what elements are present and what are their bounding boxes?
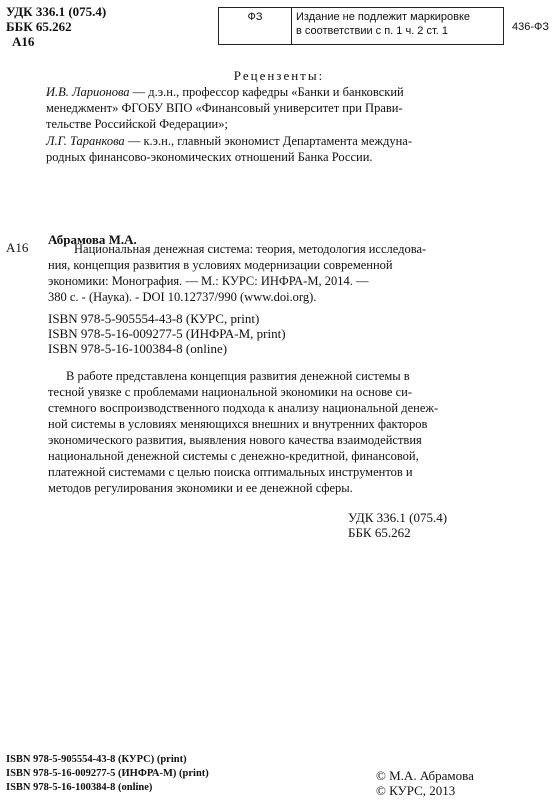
udk-code: УДК 336.1 (075.4) — [348, 510, 448, 525]
bib-line: Национальная денежная система: теория, методология исследова- — [74, 242, 427, 256]
abstract-line: тесной увязке с проблемами национальной экономики на основе си- — [48, 385, 412, 399]
bibliographic-description — [48, 241, 462, 305]
abstract-line: платежной системами с целью поиска оптимальных инструментов и — [48, 465, 413, 479]
reviewer-desc: менеджмент» ФГОБУ ВПО «Финансовый университет при Прави- — [46, 101, 403, 115]
isbn-item: ISBN 978-5-16-009277-5 (ИНФРА-М, print) — [48, 326, 286, 341]
law-code: 436-ФЗ — [512, 21, 550, 33]
abstract-line: ной системы в условиях меняющихся внешних и внутренних факторов — [48, 417, 428, 431]
isbn-item: ISBN 978-5-905554-43-8 (КУРС, print) — [48, 311, 260, 326]
isbn-item: ISBN 978-5-16-100384-8 (online) — [6, 782, 153, 793]
reviewer-name: Л.Г. Таранкова — [46, 134, 125, 148]
marking-text-line: Издание не подлежит маркировке — [296, 11, 471, 23]
abstract — [48, 368, 462, 496]
reviewer-1 — [46, 84, 466, 132]
udk-code: УДК 336.1 (075.4) — [6, 4, 107, 19]
marking-text — [292, 8, 503, 44]
reviewer-desc: родных финансово-экономических отношений Банка России. — [46, 150, 373, 164]
law-label: ФЗ — [219, 8, 292, 44]
abstract-line: экономического развития, выявления нового качества взаимодействия — [48, 433, 422, 447]
isbn-item: ISBN 978-5-16-009277-5 (ИНФРА-М) (print) — [6, 768, 209, 779]
bib-line: 380 с. - (Наука). - DOI 10.12737/990 (www.doi.org). — [48, 290, 317, 304]
reviewer-desc: — к.э.н., главный экономист Департамента междуна- — [124, 134, 413, 148]
reviewer-2 — [46, 133, 466, 165]
isbn-bottom-list — [6, 753, 209, 795]
abstract-line: национальной денежной системы с денежно-кредитной, финансовой, — [48, 449, 419, 463]
reviewer-name: И.В. Ларионова — [46, 85, 130, 99]
copyright-block — [376, 768, 474, 798]
reviewer-desc: — д.э.н., профессор кафедры «Банки и банковский — [129, 85, 404, 99]
reviewers-title: Рецензенты: — [233, 68, 325, 83]
book-code: А16 — [12, 34, 35, 49]
abstract-line: В работе представлена концепция развития денежной системы в — [66, 369, 410, 383]
bbk-code: ББК 65.262 — [348, 525, 411, 540]
isbn-list — [48, 311, 286, 356]
bib-line: ния, концепция развития в условиях модернизации современной — [48, 258, 393, 272]
classification-bottom — [348, 510, 447, 540]
copyright-line: © М.А. Абрамова — [376, 768, 474, 783]
marking-text-line: в соответствии с п. 1 ч. 2 ст. 1 — [296, 25, 449, 37]
abstract-line: методов регулирования экономики и ее денежной сферы. — [48, 481, 353, 495]
marking-label-box — [218, 7, 504, 45]
header-classification — [6, 4, 106, 49]
copyright-line: © КУРС, 2013 — [376, 783, 456, 798]
bib-line: экономики: Монография. — М.: КУРС: ИНФРА-М, 2014. — — [48, 274, 369, 288]
bbk-code: ББК 65.262 — [6, 19, 72, 34]
isbn-item: ISBN 978-5-16-100384-8 (online) — [48, 341, 228, 356]
abstract-line: стемного воспроизводственного подхода к анализу национальной денеж- — [48, 401, 439, 415]
reviewer-desc: тельстве Российской Федерации»; — [46, 117, 228, 131]
isbn-item: ISBN 978-5-905554-43-8 (КУРС) (print) — [6, 754, 187, 765]
bib-code: А16 — [6, 240, 29, 255]
author-name: Абрамова М.А. — [48, 232, 137, 247]
